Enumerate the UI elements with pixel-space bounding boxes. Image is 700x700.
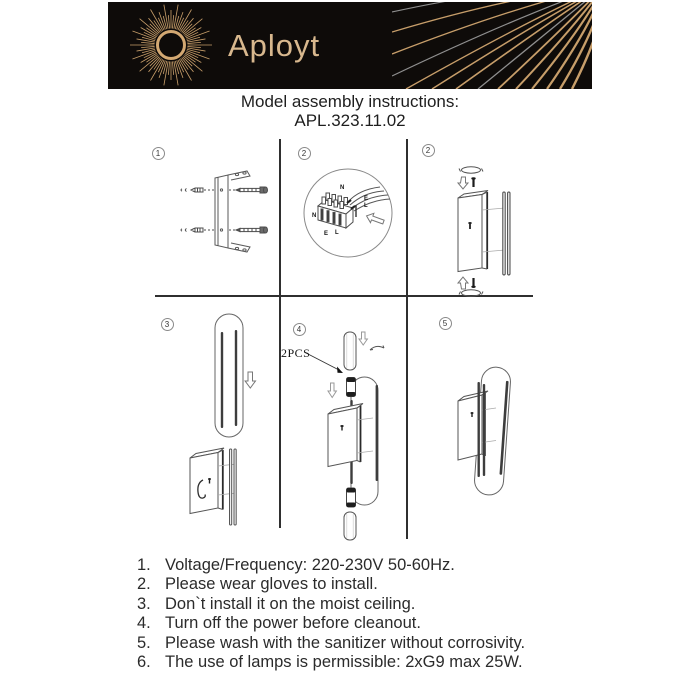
block-label-l: L bbox=[335, 230, 339, 236]
sunburst-icon bbox=[126, 2, 216, 89]
wire-label-l: L bbox=[364, 203, 368, 209]
anchor-screw-row bbox=[181, 187, 268, 193]
item-number: 3. bbox=[137, 594, 151, 613]
panel-number-badge: 2 bbox=[422, 144, 435, 157]
insert-direction-arrow bbox=[365, 211, 385, 227]
page-title bbox=[0, 93, 700, 130]
wire-label-n: N bbox=[340, 185, 345, 191]
list-item bbox=[137, 575, 677, 594]
panel-number-badge: 3 bbox=[161, 318, 174, 331]
title-line1: Model assembly instructions: bbox=[240, 92, 460, 111]
brand-name: Aployt bbox=[228, 28, 321, 63]
terminal-block bbox=[318, 193, 353, 228]
panel1-bracket-diagram bbox=[150, 160, 272, 282]
item-text: Don`t install it on the moist ceiling. bbox=[165, 594, 416, 613]
panel-number-badge: 2 bbox=[298, 147, 311, 160]
item-text: Please wear gloves to install. bbox=[165, 575, 378, 594]
item-number: 4. bbox=[137, 614, 151, 633]
panel3-mount-diagram bbox=[410, 158, 535, 298]
item-number: 5. bbox=[137, 633, 151, 652]
item-number: 6. bbox=[137, 653, 151, 672]
list-item bbox=[137, 556, 677, 575]
g9-bulb bbox=[347, 488, 356, 507]
list-item bbox=[137, 595, 677, 614]
item-text: The use of lamps is permissible: 2xG9 max 25W. bbox=[165, 653, 523, 672]
panel-number-badge: 5 bbox=[439, 317, 452, 330]
panel5-lamps-diagram bbox=[283, 308, 406, 542]
model-number: APL.323.11.02 bbox=[294, 110, 406, 130]
down-arrow-icon bbox=[245, 372, 255, 388]
g9-bulb bbox=[347, 378, 356, 397]
panel-number-badge: 4 bbox=[293, 323, 306, 336]
wires bbox=[347, 187, 390, 211]
instructions-list bbox=[137, 556, 677, 672]
grid-divider-vertical-2 bbox=[406, 139, 408, 539]
anchor-screw-row bbox=[181, 227, 268, 233]
list-item bbox=[137, 614, 677, 633]
wire-label-e: E bbox=[364, 196, 369, 202]
list-item bbox=[137, 653, 677, 672]
block-label-n: N bbox=[312, 213, 317, 219]
panel-number-badge: 1 bbox=[152, 147, 165, 160]
leader-arrowhead bbox=[337, 367, 343, 374]
item-text: Voltage/Frequency: 220-230V 50-60Hz. bbox=[165, 556, 455, 574]
brand-banner bbox=[108, 2, 592, 89]
item-number: 2. bbox=[137, 575, 151, 594]
item-number: 1. bbox=[137, 556, 151, 574]
item-text: Turn off the power before cleanout. bbox=[165, 614, 421, 633]
block-label-e: E bbox=[324, 231, 329, 237]
panel6-assembled-diagram bbox=[420, 310, 540, 532]
rays-decoration bbox=[392, 2, 592, 89]
panel4-ring-diagram bbox=[150, 308, 280, 536]
list-item bbox=[137, 634, 677, 653]
pcs-label: 2PCS bbox=[281, 346, 311, 360]
item-text: Please wash with the sanitizer without corrosivity. bbox=[165, 633, 526, 652]
